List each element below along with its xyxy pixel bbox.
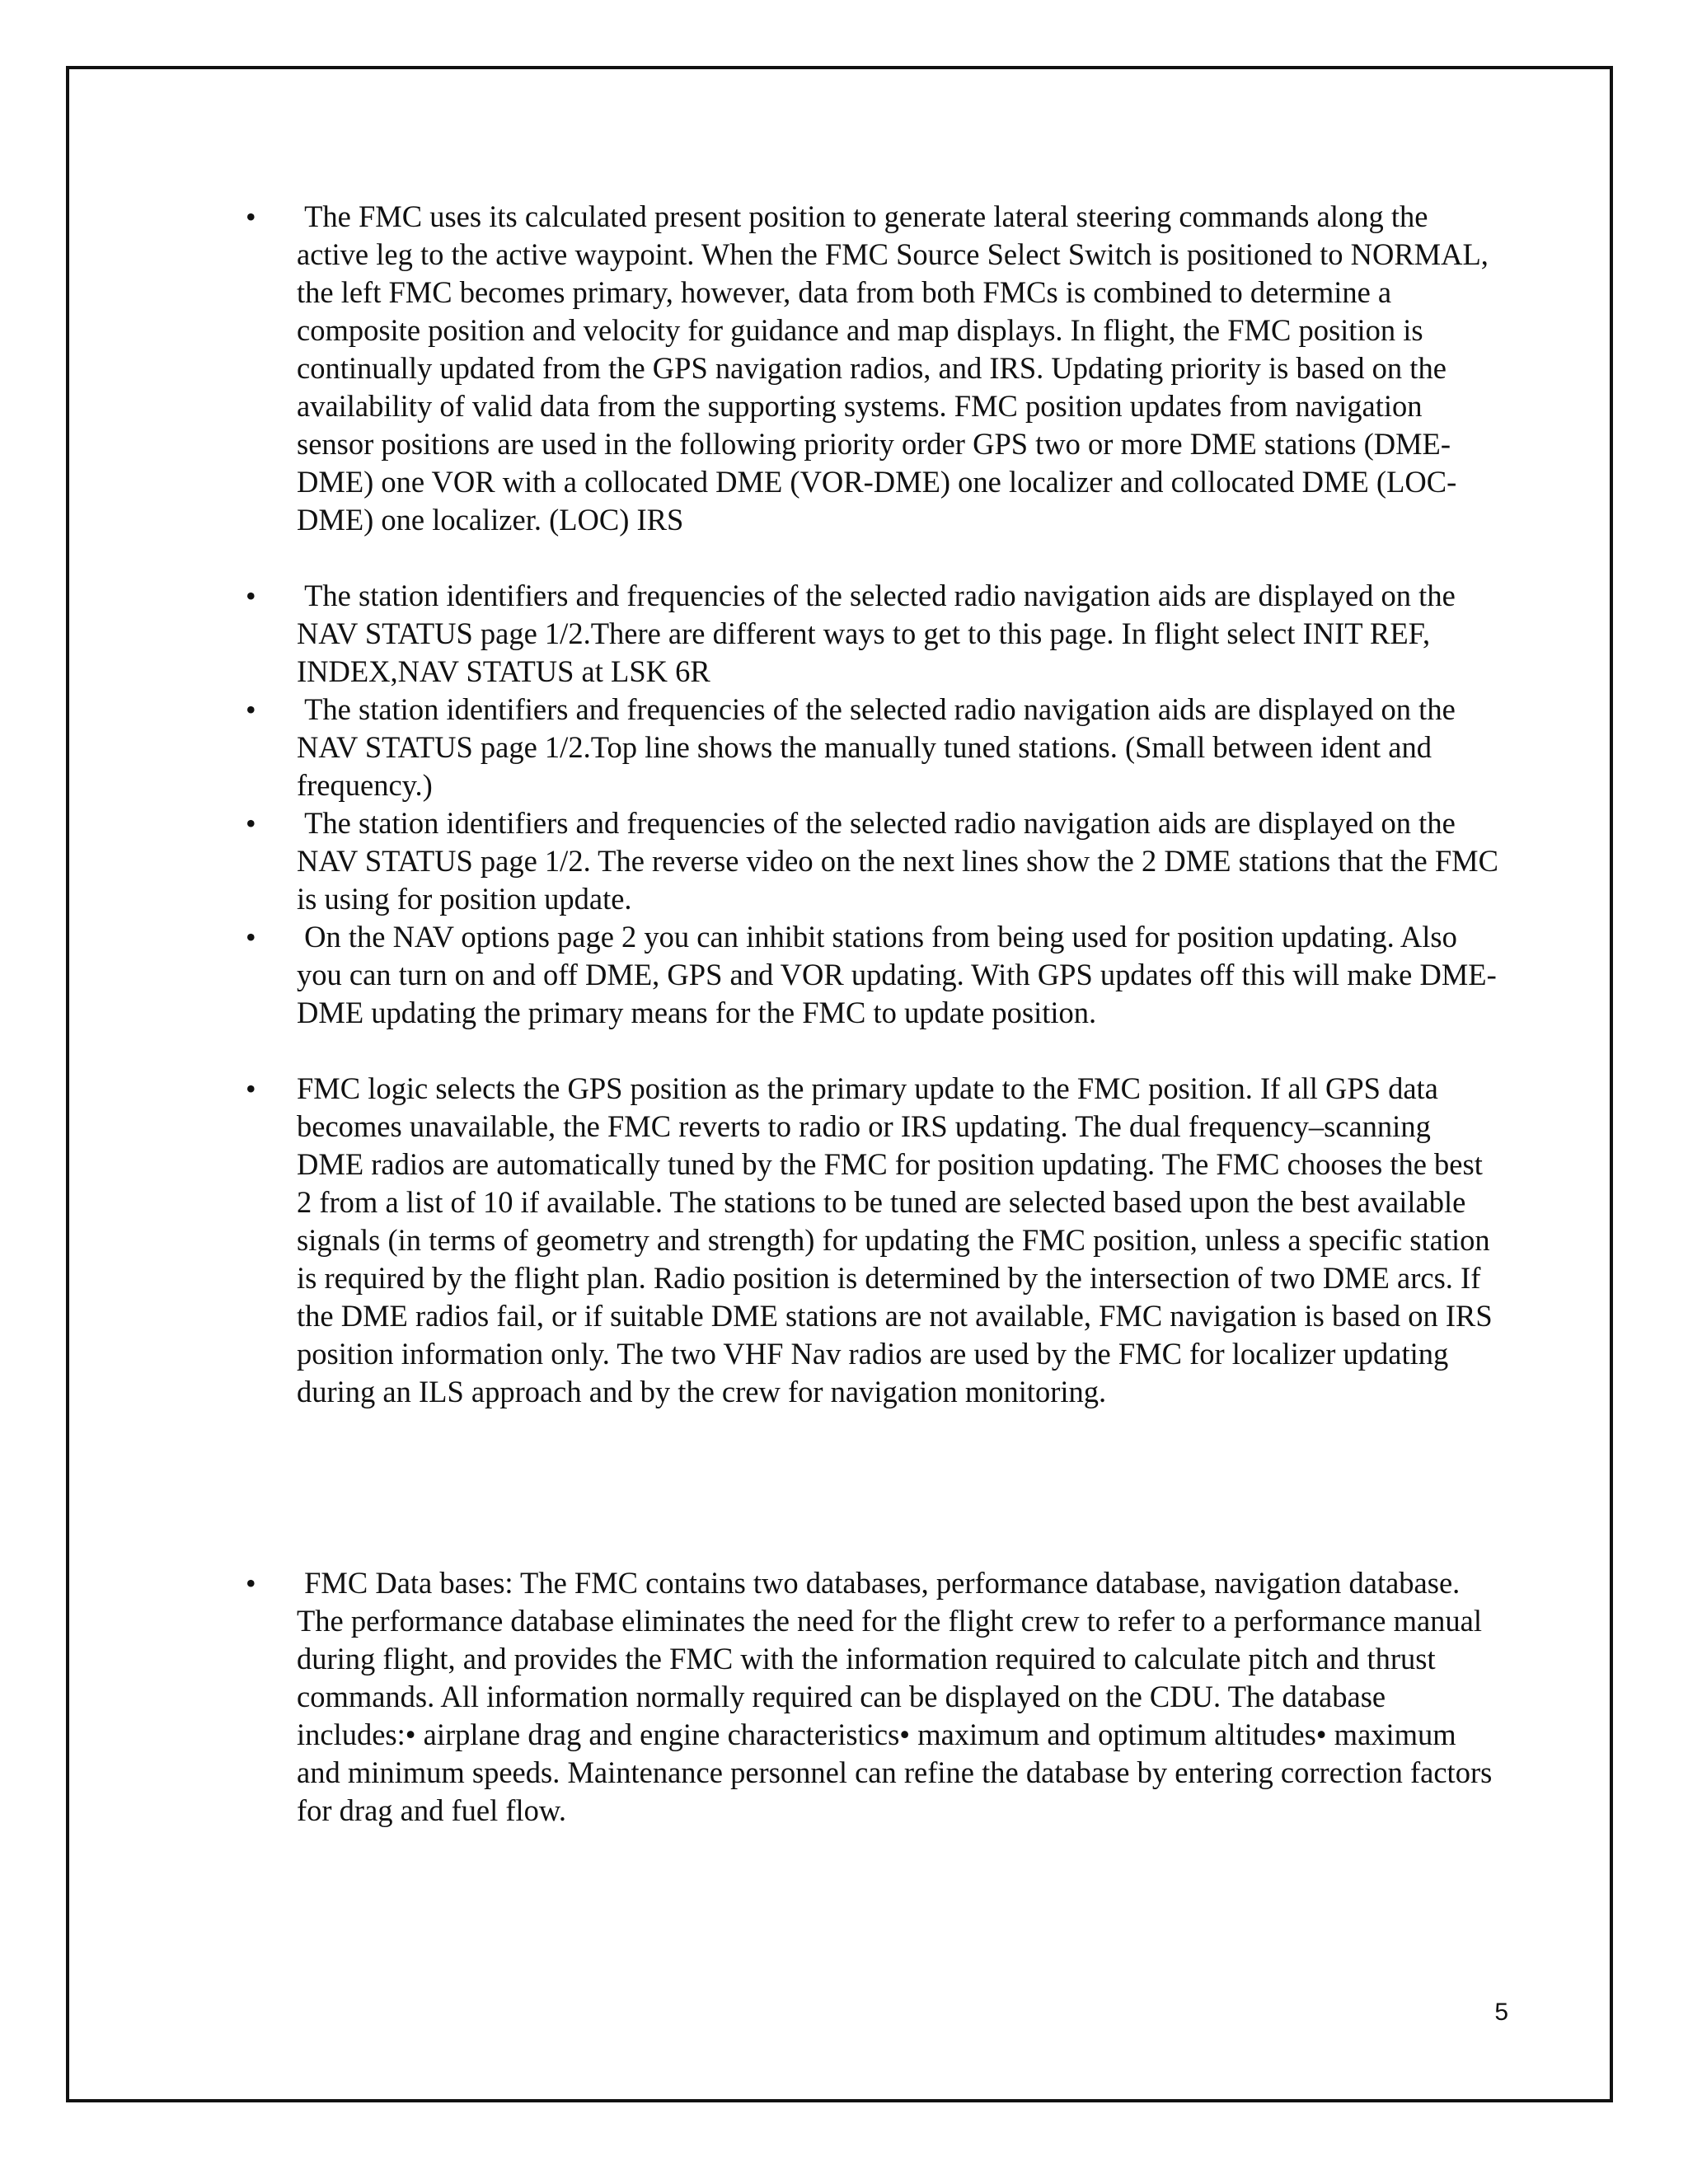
- bullet-point: •: [246, 807, 256, 840]
- bullet-point: •: [246, 1072, 256, 1105]
- page-number: 5: [1494, 1999, 1508, 2026]
- bullet-text: FMC Data bases: The FMC contains two databases, performance database, navigation database. The performance database eliminates the need for the flight crew to refer to a performance manual during flight, and provides the FMC with the information required to calculate pitch and thrust commands. All information normally required can be displayed on the CDU. The database includes:• airplane drag and engine characteristics• maximum and optimum altitudes• maximum and minimum speeds. Maintenance personnel can refine the database by entering correction factors for drag and fuel flow.: [297, 1566, 1493, 1827]
- bullet-point: •: [246, 693, 256, 726]
- bullet-point: •: [246, 1567, 256, 1600]
- bullet-text: The station identifiers and frequencies of the selected radio navigation aids are displayed on the NAV STATUS page 1/2. The reverse video on the next lines show the 2 DME stations that the FMC is using for position update.: [297, 806, 1498, 916]
- bullet-text: The station identifiers and frequencies of the selected radio navigation aids are displayed on the NAV STATUS page 1/2.There are different ways to get to this page. In flight select INIT REF, INDEX,NAV STATUS at LSK 6R: [297, 579, 1456, 688]
- bullet-point: •: [246, 579, 256, 612]
- bullet-text: The station identifiers and frequencies of the selected radio navigation aids are displayed on the NAV STATUS page 1/2.Top line shows the manually tuned stations. (Small between ident and frequency.): [297, 692, 1456, 802]
- bullet-text: On the NAV options page 2 you can inhibit stations from being used for position updating. Also you can turn on and off DME, GPS and VOR updating. With GPS updates off this will make DME-DME updating the primary means for the FMC to update position.: [297, 920, 1497, 1029]
- bullet-point: •: [246, 200, 256, 233]
- bullet-point: •: [246, 921, 256, 954]
- bullet-text: FMC logic selects the GPS position as the primary update to the FMC position. If all GPS data becomes unavailable, the FMC reverts to radio or IRS updating. The dual frequency–scanning DME radios are automatically tuned by the FMC for position updating. The FMC chooses the best 2 from a list of 10 if available. The stations to be tuned are selected based upon the best available signals (in terms of geometry and strength) for updating the FMC position, unless a specific station is required by the flight plan. Radio position is determined by the intersection of two DME arcs. If the DME radios fail, or if suitable DME stations are not available, FMC navigation is based on IRS position information only. The two VHF Nav radios are used by the FMC for localizer updating during an ILS approach and by the crew for navigation monitoring.: [297, 1071, 1493, 1408]
- bullet-text: The FMC uses its calculated present position to generate lateral steering commands along the active leg to the active waypoint. When the FMC Source Select Switch is positioned to NORMAL, the left FMC becomes primary, however, data from both FMCs is combined to determine a composite position and velocity for guidance and map displays. In flight, the FMC position is continually updated from the GPS navigation radios, and IRS. Updating priority is based on the availability of valid data from the supporting systems. FMC position updates from navigation sensor positions are used in the following priority order GPS two or more DME stations (DME-DME) one VOR with a collocated DME (VOR-DME) one localizer and collocated DME (LOC-DME) one localizer. (LOC) IRS: [297, 199, 1489, 537]
